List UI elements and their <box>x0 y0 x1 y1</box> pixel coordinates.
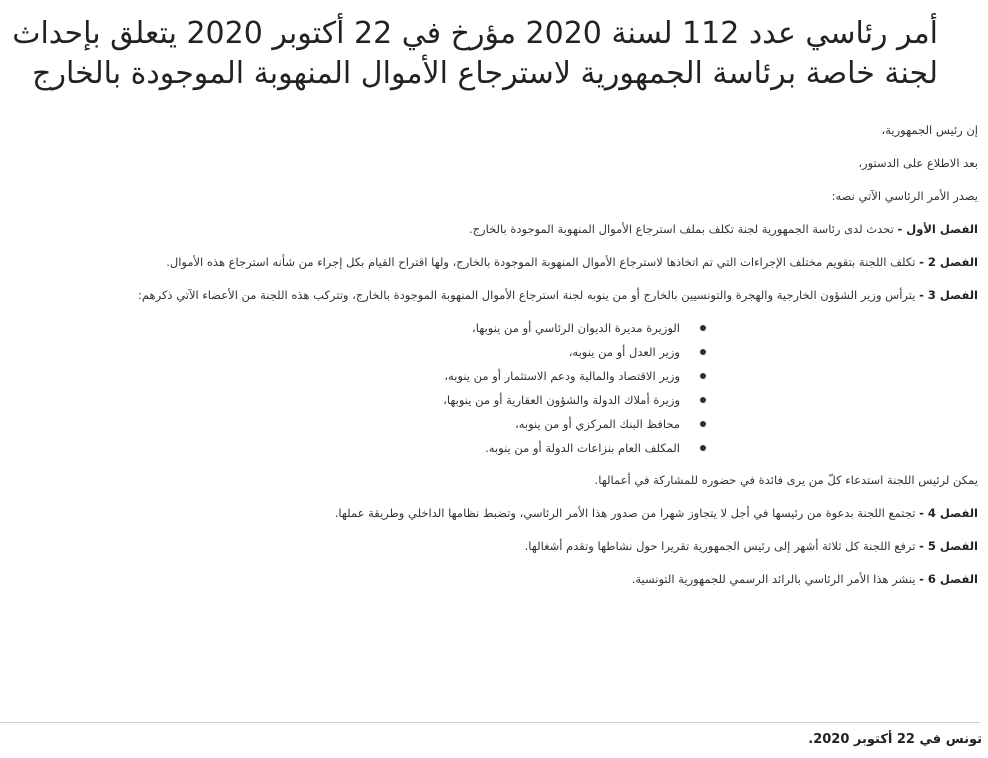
member-text: وزير الاقتصاد والمالية ودعم الاستثمار أو من ينوبه، <box>444 369 680 383</box>
member-text: وزيرة أملاك الدولة والشؤون العقارية أو من ينوبها، <box>443 393 680 407</box>
bullet-icon <box>700 421 706 427</box>
preamble-line: يصدر الأمر الرئاسي الآتي نصه: <box>831 189 978 203</box>
chapter-label: الفصل 5 - <box>919 539 978 553</box>
chapter-3 <box>6 285 978 305</box>
list-item <box>6 342 680 362</box>
list-item <box>6 414 680 434</box>
bullet-icon <box>700 373 706 379</box>
member-text: محافظ البنك المركزي أو من ينوبه، <box>515 417 680 431</box>
list-item <box>6 438 680 458</box>
chapter-label: الفصل الأول - <box>897 222 978 236</box>
chapter-label: الفصل 4 - <box>919 506 978 520</box>
member-text: الوزيرة مديرة الديوان الرئاسي أو من ينوبها، <box>472 321 680 335</box>
chapter-label: الفصل 3 - <box>919 288 978 302</box>
signoff-date: تونس في 22 أكتوبر 2020. <box>808 732 982 747</box>
chapter-text: ينشر هذا الأمر الرئاسي بالرائد الرسمي للجمهورية التونسية. <box>631 572 916 586</box>
preamble-line: بعد الاطلاع على الدستور، <box>858 156 978 170</box>
chapter-text: ترفع اللجنة كل ثلاثة أشهر إلى رئيس الجمهورية تقريرا حول نشاطها وتقدم أشغالها. <box>524 539 916 553</box>
member-text: المكلف العام بنزاعات الدولة أو من ينوبه. <box>485 441 680 455</box>
chapter-2 <box>6 252 978 272</box>
list-item <box>6 366 680 386</box>
list-item <box>6 390 680 410</box>
chapter-1 <box>6 219 978 239</box>
chapter-text: تكلف اللجنة بتقويم مختلف الإجراءات التي تم اتخاذها لاسترجاع الأموال المنهوبة الموجودة بالخارج، ولها اقتراح القيام بكل إجراء من شأنه استرجاع هذه الأموال. <box>166 255 916 269</box>
list-item <box>6 318 680 338</box>
member-text: وزير العدل أو من ينوبه، <box>568 345 680 359</box>
bullet-icon <box>700 397 706 403</box>
decree-title <box>6 14 938 94</box>
chapter-4 <box>6 503 978 523</box>
chapter-text: تجتمع اللجنة بدعوة من رئيسها في أجل لا يتجاوز شهرا من صدور هذا الأمر الرئاسي، وتضبط نظامها الداخلي وطريقة عملها. <box>334 506 916 520</box>
bullet-icon <box>700 349 706 355</box>
title-line-1: أمر رئاسي عدد 112 لسنة 2020 مؤرخ في 22 أكتوبر 2020 يتعلق بإحداث <box>12 16 938 51</box>
decree-body <box>6 120 978 589</box>
chapter-label: الفصل 2 - <box>919 255 978 269</box>
bullet-icon <box>700 445 706 451</box>
decree-document <box>6 0 978 602</box>
bullet-icon <box>700 325 706 331</box>
committee-members-list <box>6 318 978 458</box>
divider <box>0 722 980 723</box>
after-members-text: يمكن لرئيس اللجنة استدعاء كلّ من يرى فائدة في حضوره للمشاركة في أعمالها. <box>594 473 978 487</box>
preamble-line: إن رئيس الجمهورية، <box>881 123 978 137</box>
chapter-label: الفصل 6 - <box>919 572 978 586</box>
title-line-2: لجنة خاصة برئاسة الجمهورية لاسترجاع الأموال المنهوبة الموجودة بالخارج <box>32 56 938 91</box>
chapter-text: تحدث لدى رئاسة الجمهورية لجنة تكلف بملف استرجاع الأموال المنهوبة الموجودة بالخارج. <box>468 222 894 236</box>
chapter-text: يترأس وزير الشؤون الخارجية والهجرة والتونسيين بالخارج أو من ينوبه لجنة استرجاع الأموال المنهوبة الموجودة بالخارج، وتتركب هذه اللجنة من الأعضاء الآتي ذكرهم: <box>138 288 916 302</box>
chapter-6 <box>6 569 978 589</box>
chapter-5 <box>6 536 978 556</box>
